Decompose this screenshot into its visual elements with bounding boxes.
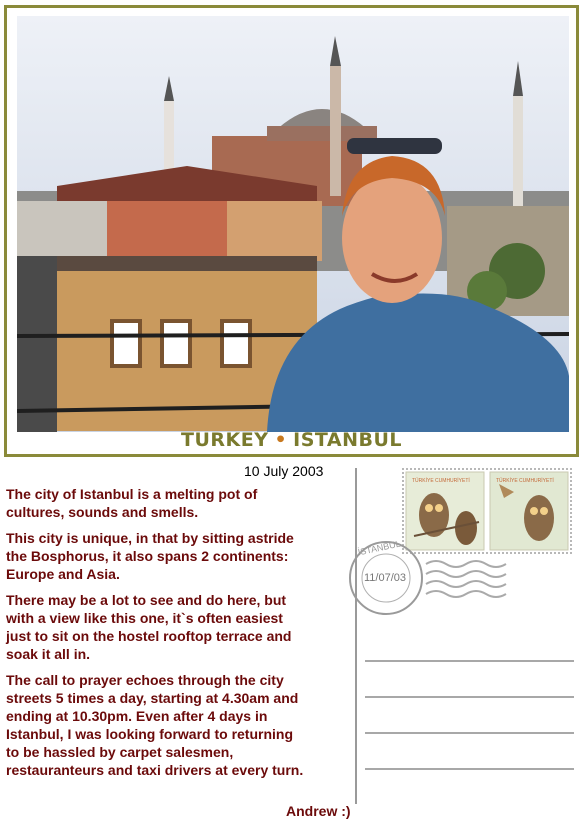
postmark-date: 11/07/03 bbox=[364, 572, 407, 584]
address-line bbox=[365, 768, 574, 770]
address-line bbox=[365, 732, 574, 734]
postcard-date: 10 July 2003 bbox=[244, 463, 324, 479]
postcard-caption bbox=[7, 429, 576, 451]
postcard-message bbox=[6, 485, 351, 787]
message-paragraph: The call to prayer echoes through the city streets 5 times a day, starting at 4.30am and ending at 10.30pm. Even after 4 days in Istanbul, I was looking forward to returning to be hassled by carpet salesmen, restauranteurs and taxi drivers at every turn. bbox=[6, 672, 304, 778]
message-paragraph: This city is unique, in that by sitting astride the Bosphorus, it also spans 2 continents: Europe and Asia. bbox=[6, 530, 294, 582]
caption-separator: • bbox=[274, 429, 288, 451]
message-paragraph: There may be a lot to see and do here, but with a view like this one, it`s often easiest just to sit on the hostel rooftop terrace and soak it all in. bbox=[6, 592, 292, 662]
postcard-divider bbox=[355, 468, 357, 804]
photo-illustration bbox=[17, 16, 569, 432]
photo-hagia-sophia-portrait bbox=[17, 16, 569, 432]
address-line bbox=[365, 660, 574, 662]
address-line bbox=[365, 696, 574, 698]
stamp-text-right: TÜRKİYE CUMHURİYETİ bbox=[496, 478, 554, 484]
caption-city: ISTANBUL bbox=[293, 429, 402, 451]
postmark-text: İSTANBUL bbox=[356, 538, 402, 558]
caption-country: TURKEY bbox=[180, 429, 269, 451]
stamp-text-left: TÜRKİYE CUMHURİYETİ bbox=[412, 478, 470, 484]
postcard-signature: Andrew :) bbox=[286, 803, 351, 819]
postcard-photo-frame bbox=[4, 5, 579, 457]
message-paragraph: The city of Istanbul is a melting pot of cultures, sounds and smells. bbox=[6, 486, 258, 520]
